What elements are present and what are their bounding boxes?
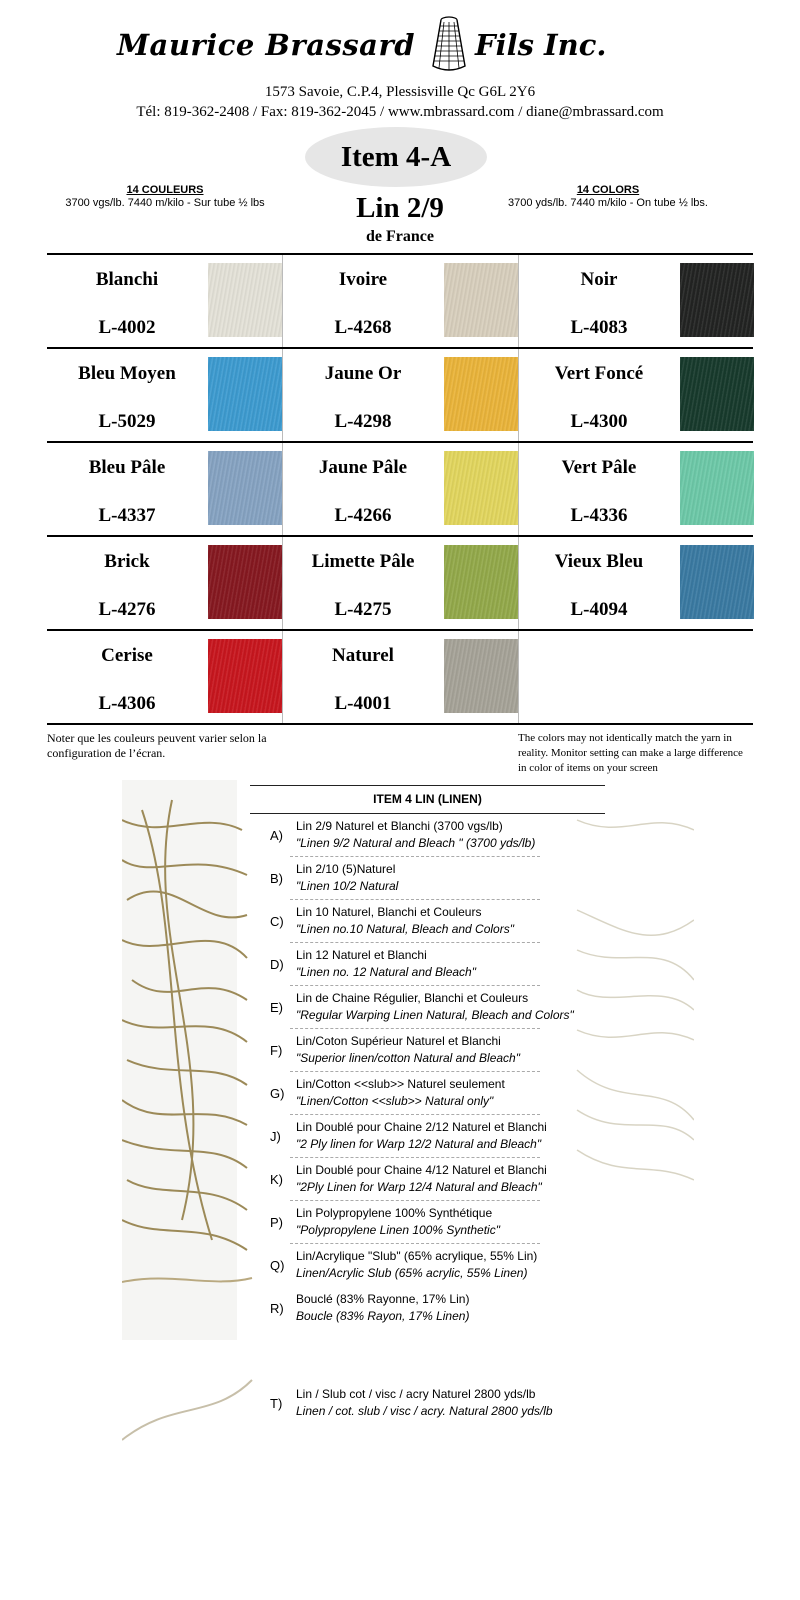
- color-name: Vieux Bleu: [554, 551, 644, 572]
- entry-letter: B): [270, 871, 283, 886]
- entry-french: Lin Doublé pour Chaine 4/12 Naturel et Blanchi: [296, 1163, 547, 1177]
- entry-letter: Q): [270, 1258, 285, 1273]
- color-swatch: [680, 263, 754, 337]
- color-swatch: [208, 451, 282, 525]
- color-row: [47, 535, 753, 629]
- entry-english: "2Ply Linen for Warp 12/4 Natural and Bleach": [296, 1180, 542, 1194]
- yarn-cone-icon: [428, 14, 470, 74]
- color-swatch: [208, 545, 282, 619]
- entry-english: "Linen no.10 Natural, Bleach and Colors": [296, 922, 514, 936]
- entry-english: Linen/Acrylic Slub (65% acrylic, 55% Linen): [296, 1266, 528, 1280]
- logo-text-right: Fils Inc.: [475, 28, 607, 62]
- color-code: L-4306: [98, 693, 156, 714]
- entry-french: Lin 12 Naturel et Blanchi: [296, 948, 427, 962]
- color-row: [47, 441, 753, 535]
- color-grid: [47, 253, 753, 725]
- entry-french: Bouclé (83% Rayonne, 17% Lin): [296, 1292, 470, 1306]
- specs-english-text: 3700 yds/lb. 7440 m/kilo - On tube ½ lbs.: [508, 197, 708, 209]
- color-item: [518, 349, 754, 441]
- note-french: Noter que les couleurs peuvent varier selon la configuration de l’écran.: [47, 731, 267, 760]
- entry-divider: [290, 1071, 540, 1072]
- product-subtitle: de France: [366, 228, 434, 245]
- color-item: [282, 537, 518, 629]
- entry-english: "Linen no. 12 Natural and Bleach": [296, 965, 476, 979]
- color-name: Brick: [104, 551, 150, 572]
- entry-letter: E): [270, 1000, 283, 1015]
- entry-english: "Polypropylene Linen 100% Synthetic": [296, 1223, 500, 1237]
- color-code: L-4298: [334, 411, 392, 432]
- specs-english-heading: 14 COLORS: [576, 184, 640, 196]
- entry-english: Boucle (83% Rayon, 17% Linen): [296, 1309, 470, 1323]
- entry-letter: J): [270, 1129, 281, 1144]
- company-address: 1573 Savoie, C.P.4, Plessisville Qc G6L 2Y6: [264, 84, 536, 100]
- entry-letter: R): [270, 1301, 284, 1316]
- entry-letter: D): [270, 957, 284, 972]
- entry-letter: G): [270, 1086, 285, 1101]
- color-swatch: [444, 357, 518, 431]
- color-code: L-5029: [98, 411, 156, 432]
- entry-divider: [290, 1114, 540, 1115]
- sample-entry: [250, 1160, 710, 1202]
- color-item: [282, 349, 518, 441]
- entry-divider: [290, 1200, 540, 1201]
- sample-entry: [250, 1289, 710, 1331]
- entry-english: Linen / cot. slub / visc / acry. Natural 2800 yds/lb: [296, 1404, 553, 1418]
- entry-letter: K): [270, 1172, 283, 1187]
- sample-entry: [250, 902, 710, 944]
- color-item: [47, 255, 282, 347]
- color-item: [47, 631, 282, 723]
- entry-letter: F): [270, 1043, 283, 1058]
- entry-divider: [290, 856, 540, 857]
- entry-english: "Linen/Cotton <<slub>> Natural only": [296, 1094, 494, 1108]
- sample-entry: [250, 945, 710, 987]
- entry-letter: A): [270, 828, 283, 843]
- color-code: L-4268: [334, 317, 392, 338]
- product-title: Lin 2/9: [356, 192, 444, 224]
- entry-english: "2 Ply linen for Warp 12/2 Natural and Bleach": [296, 1137, 542, 1151]
- entry-french: Lin / Slub cot / visc / acry Naturel 2800 yds/lb: [296, 1387, 536, 1401]
- sample-entry: [250, 859, 710, 901]
- entry-english: "Linen 9/2 Natural and Bleach " (3700 yds/lb): [296, 836, 536, 850]
- entry-letter: P): [270, 1215, 283, 1230]
- color-swatch: [208, 639, 282, 713]
- color-swatch: [444, 545, 518, 619]
- color-code: L-4337: [98, 505, 156, 526]
- color-code: L-4094: [570, 599, 628, 620]
- color-name: Jaune Or: [324, 363, 402, 384]
- entry-french: Lin 2/10 (5)Naturel: [296, 862, 396, 876]
- color-code: L-4266: [334, 505, 392, 526]
- color-swatch: [208, 263, 282, 337]
- color-name: Cerise: [101, 645, 153, 666]
- entry-divider: [290, 985, 540, 986]
- note-english: The colors may not identically match the yarn in reality. Monitor setting can make a large difference in color of items on your screen: [518, 732, 743, 774]
- entry-divider: [290, 942, 540, 943]
- color-swatch: [680, 357, 754, 431]
- color-item: [282, 631, 518, 723]
- color-row: [47, 253, 753, 347]
- sample-entry: [250, 1031, 710, 1073]
- color-row: [47, 629, 753, 725]
- entry-french: Lin Polypropylene 100% Synthétique: [296, 1206, 493, 1220]
- specs-english: [478, 184, 738, 209]
- color-name: Bleu Moyen: [78, 363, 176, 384]
- entry-french: Lin de Chaine Régulier, Blanchi et Couleurs: [296, 991, 529, 1005]
- entry-divider: [290, 1028, 540, 1029]
- color-name: Limette Pâle: [311, 551, 415, 572]
- entry-english: "Linen 10/2 Natural: [296, 879, 399, 893]
- color-swatch: [444, 639, 518, 713]
- item-badge: Item 4-A: [305, 127, 487, 187]
- color-item: [282, 443, 518, 535]
- color-code: L-4300: [570, 411, 628, 432]
- color-row: [47, 347, 753, 441]
- color-name: Vert Pâle: [561, 457, 637, 478]
- entry-french: Lin/Cotton <<slub>> Naturel seulement: [296, 1077, 505, 1091]
- color-code: L-4276: [98, 599, 156, 620]
- specs-french-text: 3700 vgs/lb. 7440 m/kilo - Sur tube ½ lbs: [65, 197, 265, 209]
- company-contact: Tél: 819-362-2408 / Fax: 819-362-2045 / www.mbrassard.com / diane@mbrassard.com: [136, 104, 664, 120]
- color-item: [518, 255, 754, 347]
- color-code: L-4336: [570, 505, 628, 526]
- entry-divider: [290, 1243, 540, 1244]
- color-name: Jaune Pâle: [318, 457, 408, 478]
- color-code: L-4083: [570, 317, 628, 338]
- color-code: L-4001: [334, 693, 392, 714]
- entry-english: "Regular Warping Linen Natural, Bleach and Colors": [296, 1008, 574, 1022]
- color-item: [518, 537, 754, 629]
- entry-french: Lin/Acrylique "Slub" (65% acrylique, 55% Lin): [296, 1249, 538, 1263]
- entry-english: "Superior linen/cotton Natural and Bleach": [296, 1051, 520, 1065]
- sample-entry: [250, 816, 710, 858]
- entry-divider: [290, 899, 540, 900]
- entry-french: Lin 10 Naturel, Blanchi et Couleurs: [296, 905, 482, 919]
- specs-french-heading: 14 COULEURS: [126, 184, 204, 196]
- sample-entry: [250, 1117, 710, 1159]
- company-logo: [0, 12, 800, 72]
- color-name: Bleu Pâle: [88, 457, 166, 478]
- sample-entry: [250, 1246, 710, 1288]
- color-item: [518, 443, 754, 535]
- color-item-empty: [518, 631, 754, 723]
- color-code: L-4002: [98, 317, 156, 338]
- color-name: Noir: [580, 269, 618, 290]
- color-item: [282, 255, 518, 347]
- entry-divider: [290, 1157, 540, 1158]
- color-swatch: [444, 263, 518, 337]
- specs-french: [35, 184, 295, 209]
- color-name: Vert Foncé: [554, 363, 644, 384]
- card-header-rule: [250, 813, 605, 814]
- color-swatch: [680, 545, 754, 619]
- color-swatch: [208, 357, 282, 431]
- logo-text-left: Maurice Brassard: [116, 28, 415, 62]
- color-item: [47, 537, 282, 629]
- card-header: ITEM 4 LIN (LINEN): [373, 792, 482, 806]
- card-header-rule: [250, 785, 605, 786]
- color-code: L-4275: [334, 599, 392, 620]
- color-name: Ivoire: [338, 269, 388, 290]
- color-name: Naturel: [332, 645, 394, 666]
- sample-entry: [250, 1074, 710, 1116]
- entry-french: Lin Doublé pour Chaine 2/12 Naturel et Blanchi: [296, 1120, 547, 1134]
- entry-letter: T): [270, 1396, 283, 1411]
- sample-card: [122, 780, 694, 1600]
- sample-entry: [250, 988, 710, 1030]
- entry-french: Lin 2/9 Naturel et Blanchi (3700 vgs/lb): [296, 819, 503, 833]
- sample-entry: [250, 1384, 710, 1426]
- color-item: [47, 443, 282, 535]
- color-item: [47, 349, 282, 441]
- entry-letter: C): [270, 914, 284, 929]
- color-swatch: [680, 451, 754, 525]
- color-name: Blanchi: [95, 269, 159, 290]
- entry-french: Lin/Coton Supérieur Naturel et Blanchi: [296, 1034, 501, 1048]
- color-swatch: [444, 451, 518, 525]
- sample-entry: [250, 1203, 710, 1245]
